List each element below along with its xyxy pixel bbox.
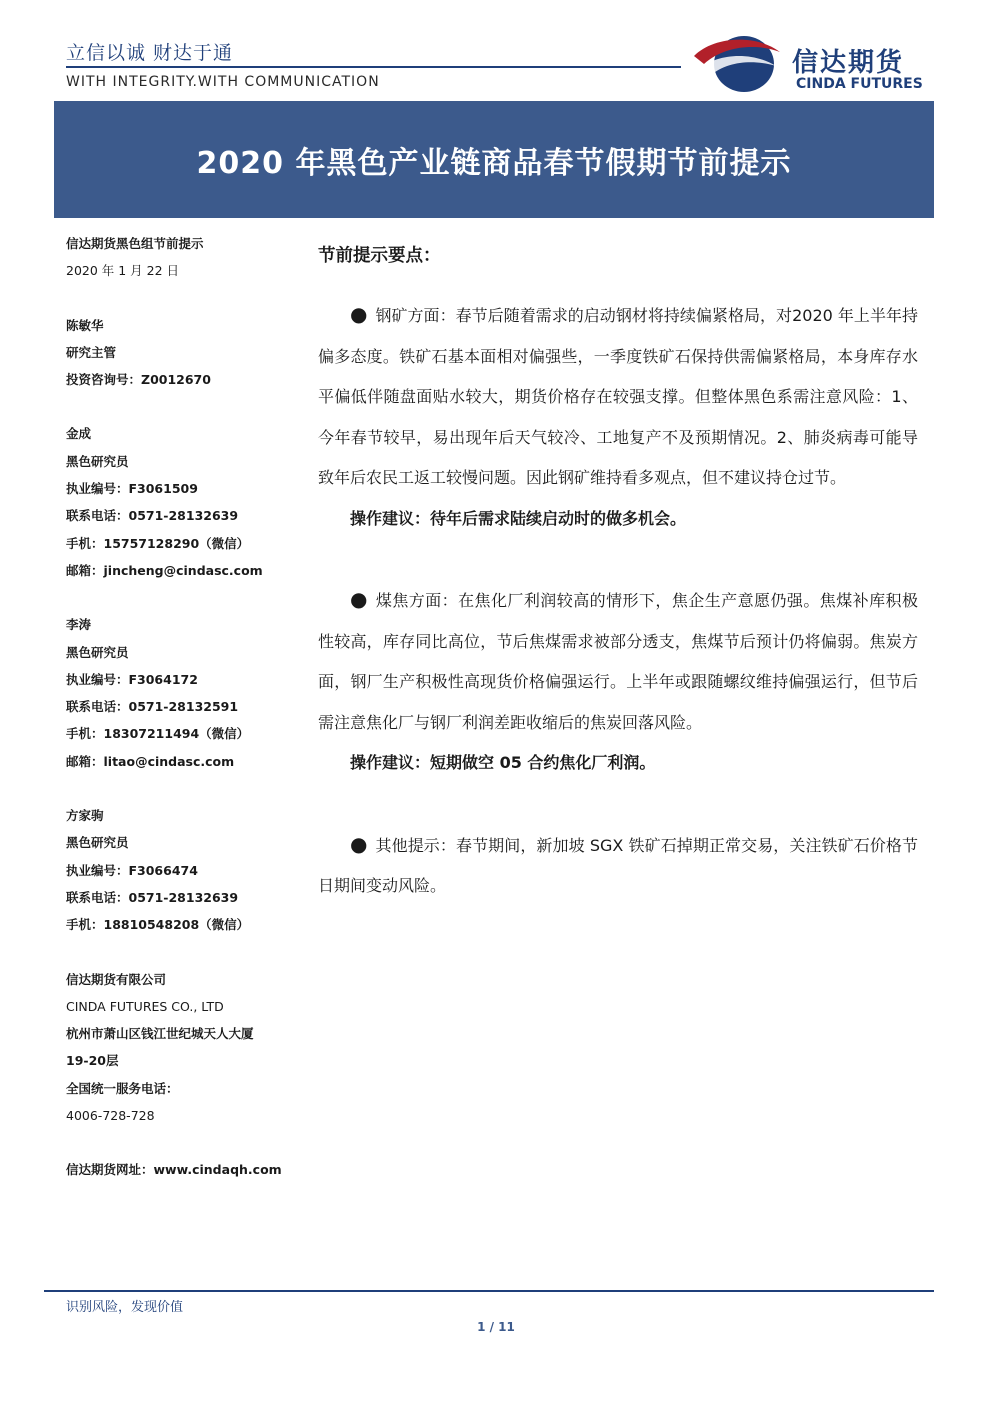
cinda-logo-icon — [690, 30, 782, 96]
sidebar-line: 4006-728-728 — [66, 1108, 155, 1124]
slogan-cn: 立信以诚 财达于通 — [66, 42, 234, 64]
operation-advice: 操作建议：待年后需求陆续启动时的做多机会。 — [350, 508, 687, 528]
key-points — [318, 294, 918, 907]
sidebar-line: 联系电话：0571-28132591 — [66, 699, 239, 715]
bullet-icon: ● — [350, 587, 368, 611]
sidebar-line: 黑色研究员 — [66, 835, 129, 851]
footer-tagline: 识别风险，发现价值 — [66, 1300, 184, 1315]
sidebar-line: 手机：18307211494（微信） — [66, 726, 250, 742]
slogan-en: WITH INTEGRITY.WITH COMMUNICATION — [66, 74, 380, 90]
key-point-paragraph — [318, 824, 918, 907]
sidebar-line: 杭州市萧山区钱江世纪城天人大厦 — [66, 1026, 254, 1042]
sidebar-line: 陈敏华 — [66, 317, 104, 333]
sidebar-line: 李涛 — [66, 617, 92, 633]
sidebar-line: 信达期货有限公司 — [66, 971, 167, 987]
sidebar-line: 全国统一服务电话： — [66, 1080, 179, 1096]
block-spacer — [318, 539, 918, 579]
sidebar-spacer — [66, 939, 306, 966]
footer-divider — [44, 1290, 934, 1292]
key-point-text: 煤焦方面：在焦化厂利润较高的情形下，焦企生产意愿仍强。焦煤补库积极性较高，库存同比高位，节后焦煤需求被部分透支，焦煤节后预计仍将偏弱。焦炭方面，钢厂生产积极性高现货价格偏强运行。上半年或跟随螺纹维持偏强运行，但节后需注意焦化厂与钢厂利润差距收缩后的焦炭回落风险。 — [318, 591, 918, 732]
sidebar-spacer — [66, 584, 306, 611]
logo-name-cn: 信达期货 — [792, 48, 905, 78]
key-point-text: 其他提示：春节期间，新加坡 SGX 铁矿石掉期正常交易，关注铁矿石价格节日期间变动风险。 — [318, 835, 918, 895]
operation-advice: 操作建议：短期做空 05 合约焦化厂利润。 — [350, 753, 656, 772]
bullet-icon: ● — [350, 831, 368, 856]
key-point-text: 钢矿方面：春节后随着需求的启动钢材将持续偏紧格局，对2020 年上半年持偏多态度。铁矿石基本面相对偏强些，一季度铁矿石保持供需偏紧格局，本身库存水平偏低伴随盘面贴水较大，期货价格存在较强支撑。但整体黑色系需注意风险：1、今年春节较早，易出现年后天气较冷、工地复产不及预期情况。2、肺炎病毒可能导致年后农民工返工较慢问题。因此钢矿维持看多观点，但不建议持仓过节。 — [318, 306, 919, 487]
sidebar-line: 手机：18810548208（微信） — [66, 917, 250, 933]
sidebar-line: 联系电话：0571-28132639 — [66, 889, 239, 905]
sidebar-line: 执业编号：F3061509 — [66, 481, 198, 497]
sidebar-line: 金成 — [66, 426, 92, 442]
page-number: 1 / 11 — [477, 1320, 515, 1334]
key-point-paragraph — [318, 579, 918, 743]
sidebar-line: 执业编号：F3066474 — [66, 862, 198, 878]
document-title: 2020 年黑色产业链商品春节假期节前提示 — [196, 145, 792, 181]
sidebar-line: 方家驹 — [66, 808, 104, 824]
sidebar-line: 执业编号：F3064172 — [66, 671, 198, 687]
main-content — [318, 236, 918, 907]
author-sidebar — [66, 230, 306, 1184]
block-spacer — [318, 784, 918, 824]
sidebar-spacer — [66, 393, 306, 420]
sidebar-spacer — [66, 775, 306, 802]
section-heading: 节前提示要点： — [318, 246, 441, 266]
sidebar-line: 信达期货网址：www.cindaqh.com — [66, 1162, 282, 1178]
sidebar-line: 投资咨询号：Z0012670 — [66, 372, 211, 388]
sidebar-line: 信达期货黑色组节前提示 — [66, 236, 204, 251]
sidebar-line: 联系电话：0571-28132639 — [66, 508, 239, 524]
key-point-paragraph — [318, 294, 918, 499]
sidebar-line: 2020 年 1 月 22 日 — [66, 263, 180, 279]
logo-name-en: CINDA FUTURES — [796, 76, 923, 92]
header-divider — [66, 66, 681, 68]
sidebar-line: 黑色研究员 — [66, 644, 129, 660]
sidebar-line: CINDA FUTURES CO., LTD — [66, 998, 224, 1014]
sidebar-line: 邮箱：jincheng@cindasc.com — [66, 562, 263, 578]
sidebar-line: 邮箱：litao@cindasc.com — [66, 753, 235, 769]
sidebar-spacer — [66, 285, 306, 312]
sidebar-line: 手机：15757128290（微信） — [66, 535, 250, 551]
bullet-icon: ● — [350, 302, 368, 326]
sidebar-line: 黑色研究员 — [66, 453, 129, 469]
sidebar-line: 19-20层 — [66, 1053, 119, 1069]
sidebar-spacer — [66, 1129, 306, 1156]
sidebar-line: 研究主管 — [66, 344, 117, 360]
